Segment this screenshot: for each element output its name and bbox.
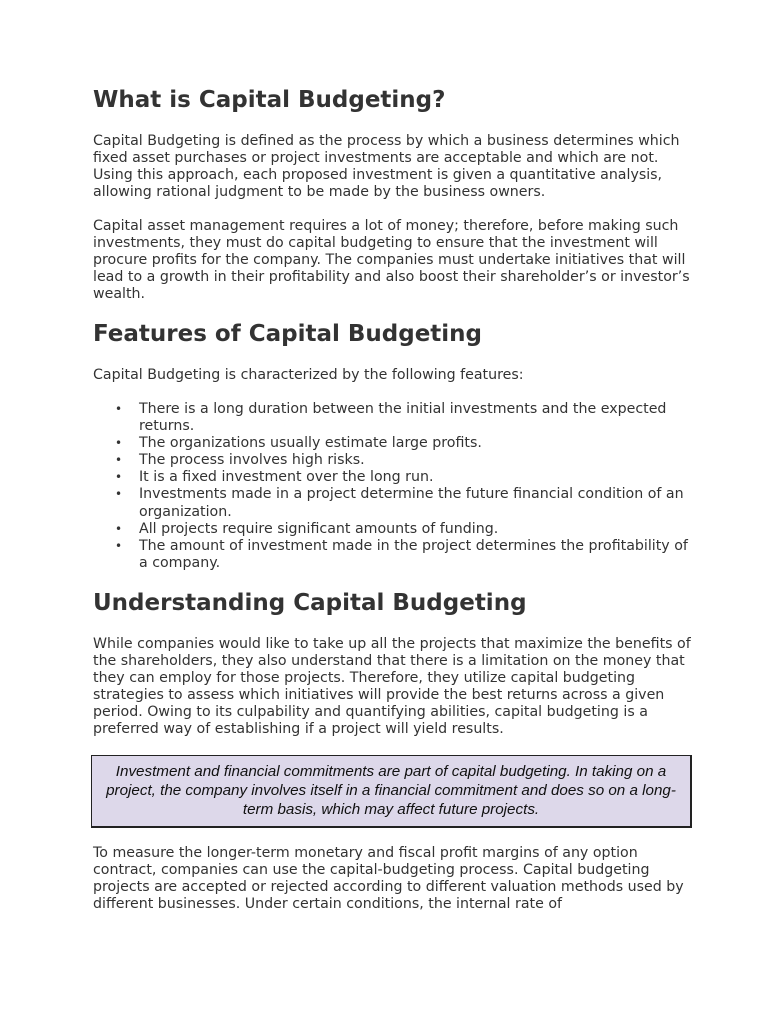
features-list (93, 401, 693, 572)
list-item (115, 520, 693, 538)
callout-box: Investment and financial commitments are part of capital budgeting. In taking on a project, the company involves itself in a financial commitment and does so on a long-term basis, which may affect future projects. (91, 755, 692, 828)
list-item (115, 401, 693, 435)
paragraph-valuation: To measure the longer-term monetary and fiscal profit margins of any option contract, companies can use the capital-budgeting process. Capital budgeting projects are accepted or rejected according to different valuation methods used by different businesses. Under certain conditions, the internal rate of (93, 844, 684, 912)
list-item (115, 469, 693, 486)
list-item-text: The process involves high risks. (139, 452, 365, 469)
document-page (93, 84, 693, 913)
list-item-text: Investments made in a project determine the future financial condition of an organization. (139, 486, 684, 520)
paragraph-capital-asset-management: Capital asset management requires a lot of money; therefore, before making such investments, they must do capital budgeting to ensure that the investment will procure profits for the company. The companies must undertake initiatives that will lead to a growth in their profitability and also boost their shareholder’s or investor’s wealth. (93, 218, 690, 302)
list-item (115, 486, 693, 520)
bullet-icon: • (115, 521, 123, 536)
list-item-text: All projects require significant amounts of funding. (139, 520, 499, 537)
bullet-icon: • (115, 487, 123, 502)
paragraph-understanding: While companies would like to take up all the projects that maximize the benefits of the shareholders, they also understand that there is a limitation on the money that they can employ for those projects. Therefore, they utilize capital budgeting strategies to assess which initiatives will provide the best returns across a given period. Owing to its culpability and quantifying abilities, capital budgeting is a preferred way of establishing if a project will yield results. (93, 635, 691, 737)
list-item-text: It is a fixed investment over the long run. (139, 469, 434, 486)
bullet-icon: • (115, 470, 123, 485)
list-item (115, 537, 693, 572)
heading-features: Features of Capital Budgeting (93, 321, 483, 347)
bullet-icon: • (115, 402, 123, 416)
paragraph-definition: Capital Budgeting is defined as the process by which a business determines which fixed asset purchases or project investments are acceptable and which are not. Using this approach, each proposed investment is given a quantitative analysis, allowing rational judgment to be made by the business owners. (93, 133, 680, 200)
heading-what-is-capital-budgeting: What is Capital Budgeting? (93, 87, 446, 113)
list-item-text: There is a long duration between the initial investments and the expected returns. (139, 401, 667, 435)
bullet-icon: • (115, 453, 123, 468)
list-item (115, 452, 693, 469)
bullet-icon: • (115, 538, 123, 553)
list-item (115, 435, 693, 452)
heading-understanding: Understanding Capital Budgeting (93, 589, 527, 616)
list-item-text: The amount of investment made in the project determines the profitability of a company. (139, 537, 688, 571)
paragraph-features-intro: Capital Budgeting is characterized by the following features: (93, 367, 524, 383)
bullet-icon: • (115, 436, 123, 451)
list-item-text: The organizations usually estimate large profits. (139, 435, 482, 452)
